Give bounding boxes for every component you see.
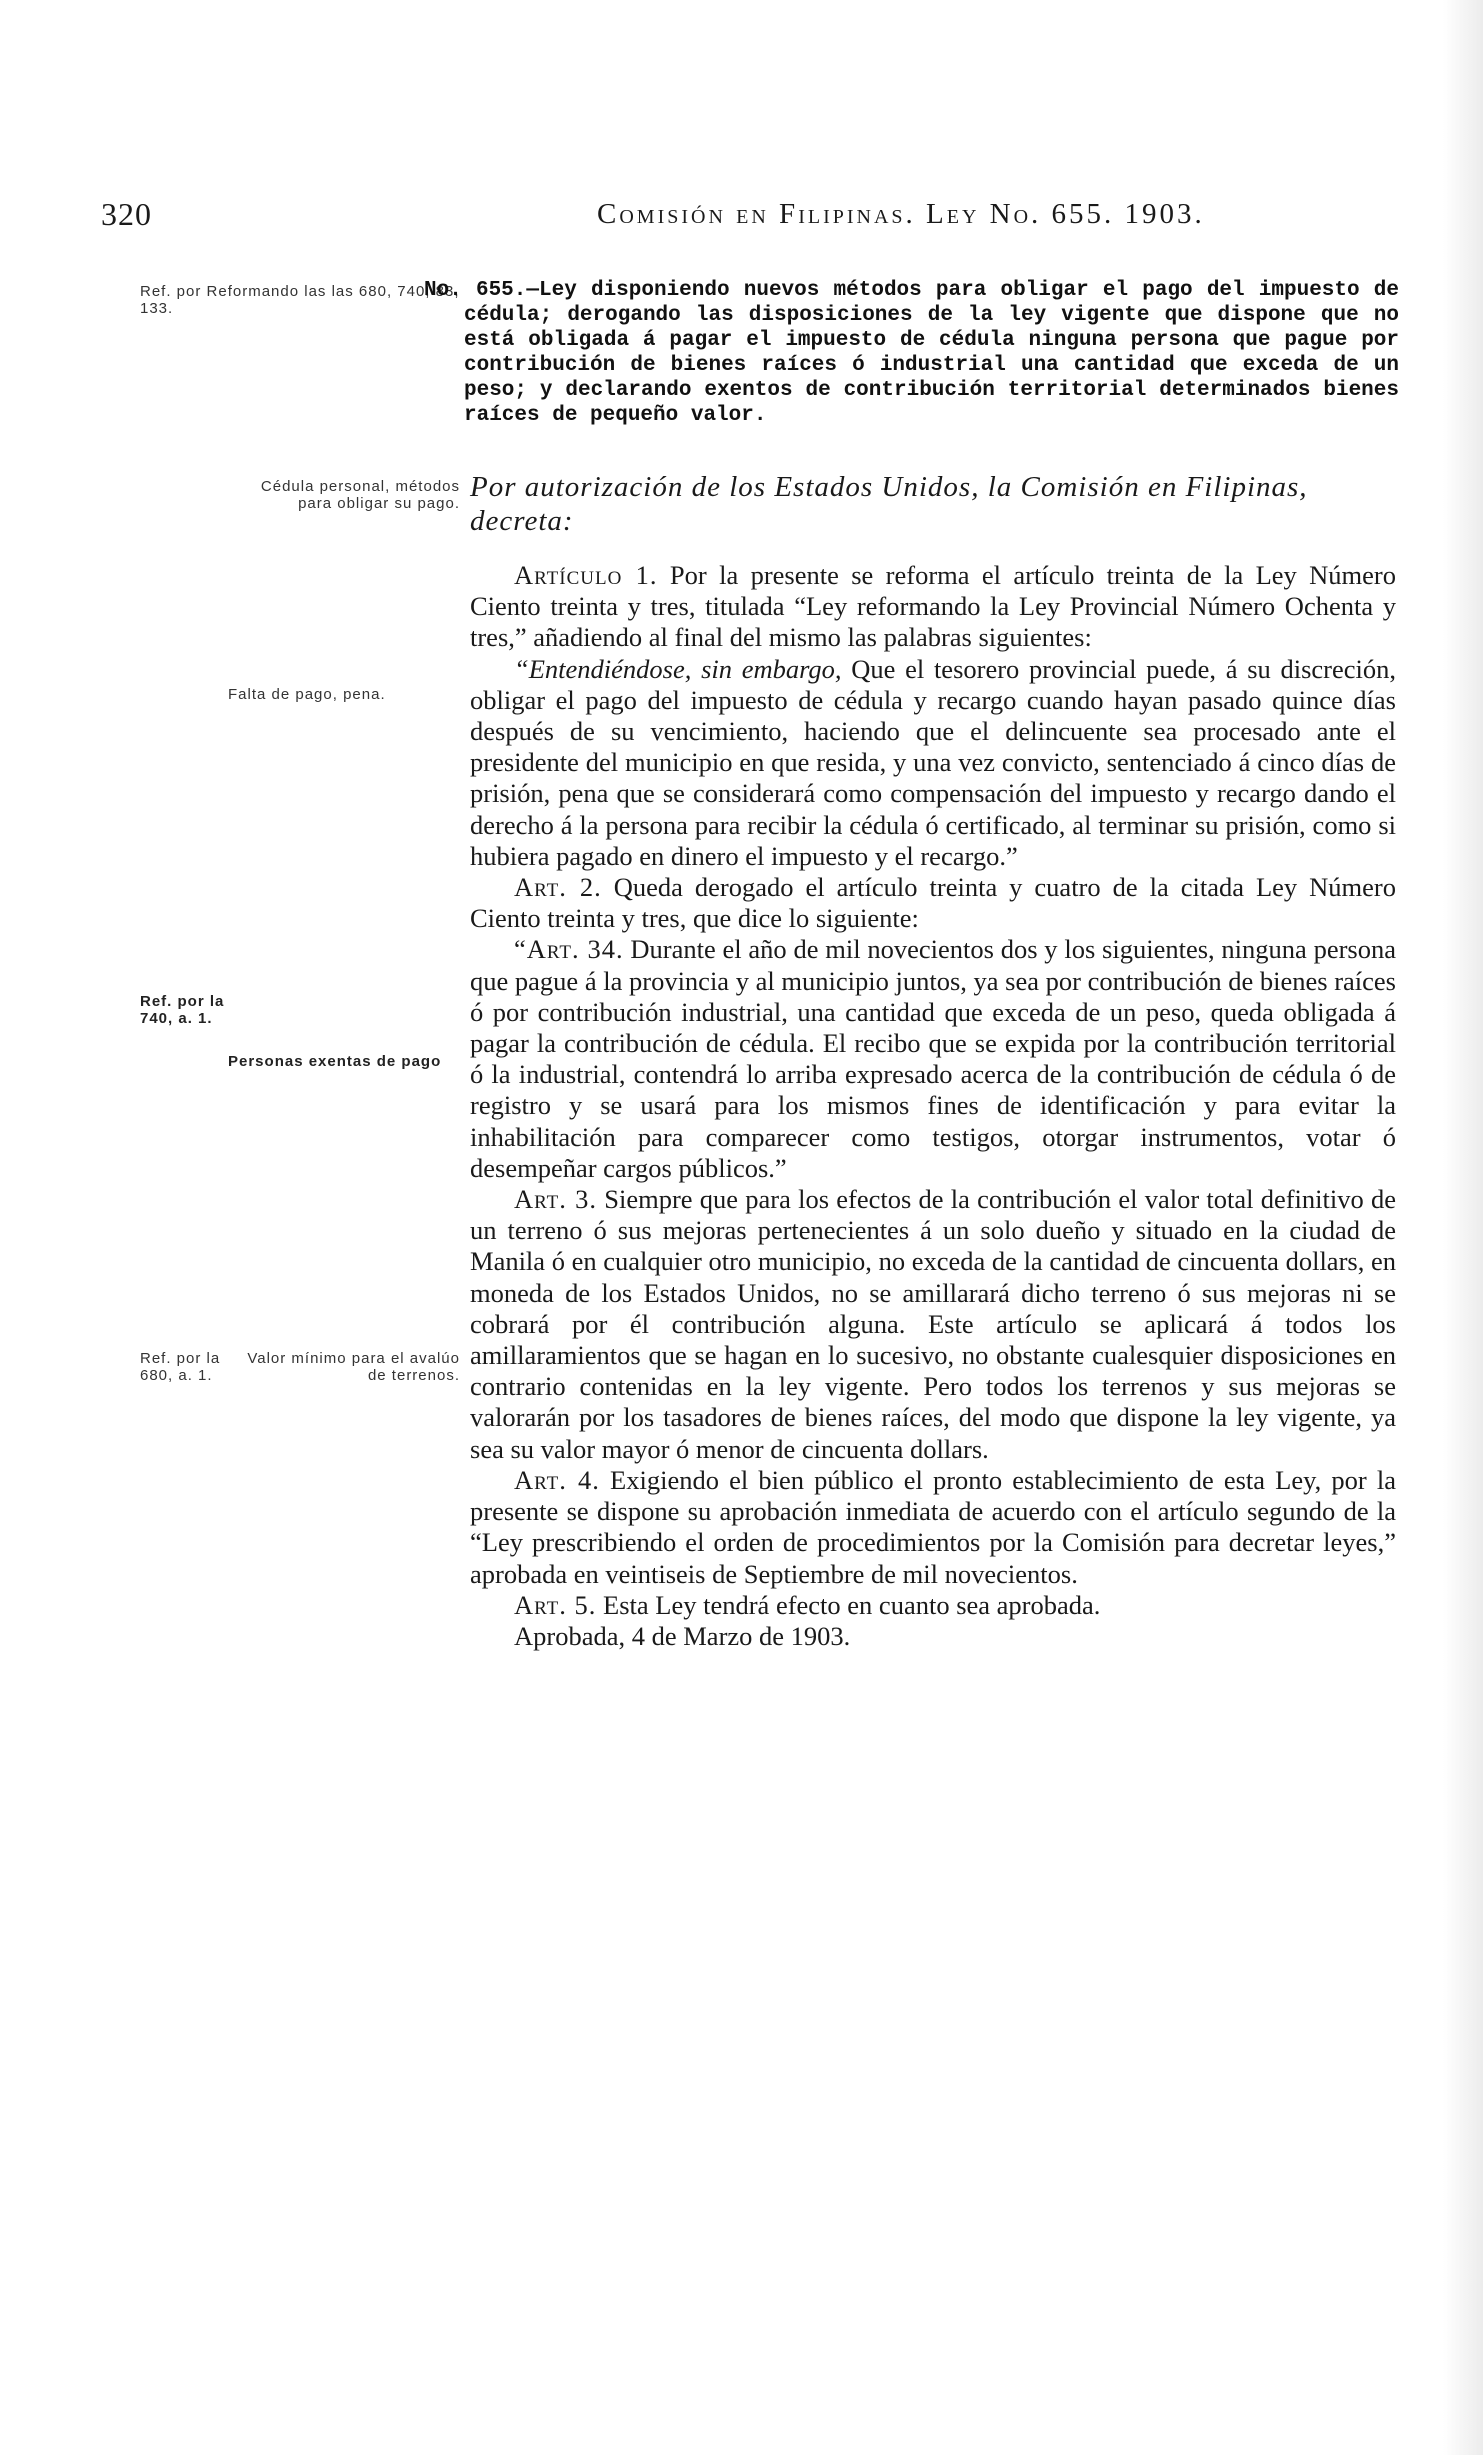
article-5 (470, 1590, 1396, 1621)
margin-note-ref-680: Ref. por la 680, a. 1. (140, 1350, 221, 1384)
article-text: Queda derogado el artículo treinta y cuatro de la citada Ley Número Ciento treinta y tres, que dice lo siguiente: (470, 872, 1396, 934)
page-number: 320 (101, 196, 152, 232)
margin-note-valor: Valor mínimo para el avalúo de terrenos. (247, 1350, 460, 1384)
article-text: Siempre que para los efectos de la contribución el valor total definitivo de un terreno ó sus mejoras pertenecientes á un solo dueño y situado en la ciudad de Manila ó en cualquier otro municipio, no exceda de la cantidad de cincuenta dollars, en moneda de los Estados Unidos, no se amillarará dicho terreno ó sus mejoras ni se cobrará por él contribución alguna. Este artículo se aplicará á todos los amillaramientos que se hagan en lo sucesivo, no obstante cualesquier disposiciones en contrario contenidas en la ley vigente. Pero todos los terrenos y sus mejoras se valorarán por los tasadores de bienes raíces, del modo que dispone la ley vigente, ya sea su valor mayor ó menor de cincuenta dollars. (470, 1184, 1396, 1464)
article-label: Art. 2. (514, 872, 602, 903)
article-label: “Art. 34. (514, 934, 624, 965)
law-number: No. 655. (424, 279, 527, 302)
article-label: Artículo 1. (514, 560, 658, 590)
approval-date: Aprobada, 4 de Marzo de 1903. (514, 1620, 851, 1651)
article-label: Art. 5. (514, 1589, 597, 1620)
article-1-proviso (470, 654, 1396, 872)
margin-note-ref-740: Ref. por la 740, a. 1. (140, 993, 225, 1027)
article-text: Por la presente se reforma el artículo treinta de la Ley Número Ciento treinta y tres, titulada “Ley reformando la Ley Provincial Número Ochenta y tres,” añadiendo al final del mismo las palabras siguientes: (470, 560, 1396, 653)
page-header (101, 196, 1291, 236)
page-edge-shadow (1443, 0, 1483, 2455)
margin-note-falta: Falta de pago, pena. (228, 686, 386, 703)
proviso-lead: “Entendiéndose, sin embargo, (514, 653, 842, 684)
margin-note-ref-top: Ref. por Reformando las las 680, 740, 83, 133. (140, 283, 460, 317)
article-label: Art. 3. (514, 1184, 598, 1215)
law-title-text: —Ley disponiendo nuevos métodos para obligar el pago del impuesto de cédula; derogando las disposiciones de la ley vigente que dispone que no está obligada á pagar el impuesto de cédula ninguna persona que pague por contribución de bienes raíces ó industrial una cantidad que exceda de un peso; y declarando exentos de contribución territorial determinados bienes raíces de pequeño valor. (464, 279, 1399, 427)
article-4 (470, 1465, 1396, 1590)
running-head: Comisión en Filipinas. Ley No. 655. 1903. (597, 198, 1205, 230)
enacting-clause: Por autorización de los Estados Unidos, la Comisión en Filipinas, decreta: (470, 471, 1308, 537)
article-3 (470, 1184, 1396, 1465)
article-text: Que el tesorero provincial puede, á su discreción, obligar el pago del impuesto de cédula y recargo cuando hayan pasado quince días después de su vencimiento, haciendo que el delincuente sea procesado ante el presidente del municipio en que resida, y una vez convicto, sentenciado á cinco días de prisión, pena que se considerará como compensación del impuesto y recargo dando el derecho á la persona para recibir la cédula ó certificado, al terminar su prisión, como si hubiera pagado en dinero el impuesto y el recargo.” (470, 653, 1396, 871)
article-text: Esta Ley tendrá efecto en cuanto sea aprobada. (596, 1589, 1101, 1620)
law-body (470, 560, 1396, 1652)
margin-note-cedula: Cédula personal, métodos para obligar su pago. (260, 478, 460, 512)
article-text: Exigiendo el bien público el pronto establecimiento de esta Ley, por la presente se dispone su aprobación inmediata de acuerdo con el artículo segundo de la “Ley prescribiendo el orden de procedimientos por la Comisión para decretar leyes,” aprobada en veintiseis de Septiembre de mil novecientos. (470, 1464, 1396, 1589)
article-text: Durante el año de mil novecientos dos y los siguientes, ninguna persona que pague á la provincia y al municipio juntos, ya sea por contribución de bienes raíces ó por contribución industrial, una cantidad que exceda de un peso, queda obligada á pagar la contribución de cédula. El recibo que se expida por la contribución territorial ó la industrial, contendrá lo arriba expresado acerca de la contribución de cédula ó de registro y se usará para los mismos fines de identificación y para evitar la inhabilitación para comparecer como testigos, otorgar instrumentos, votar ó desempeñar cargos públicos.” (470, 934, 1396, 1183)
law-title (424, 278, 1399, 428)
article-2 (470, 872, 1396, 934)
article-label: Art. 4. (514, 1464, 600, 1495)
margin-note-exentas: Personas exentas de pago (228, 1053, 442, 1070)
article-34-quote (470, 934, 1396, 1184)
article-1 (470, 560, 1396, 654)
